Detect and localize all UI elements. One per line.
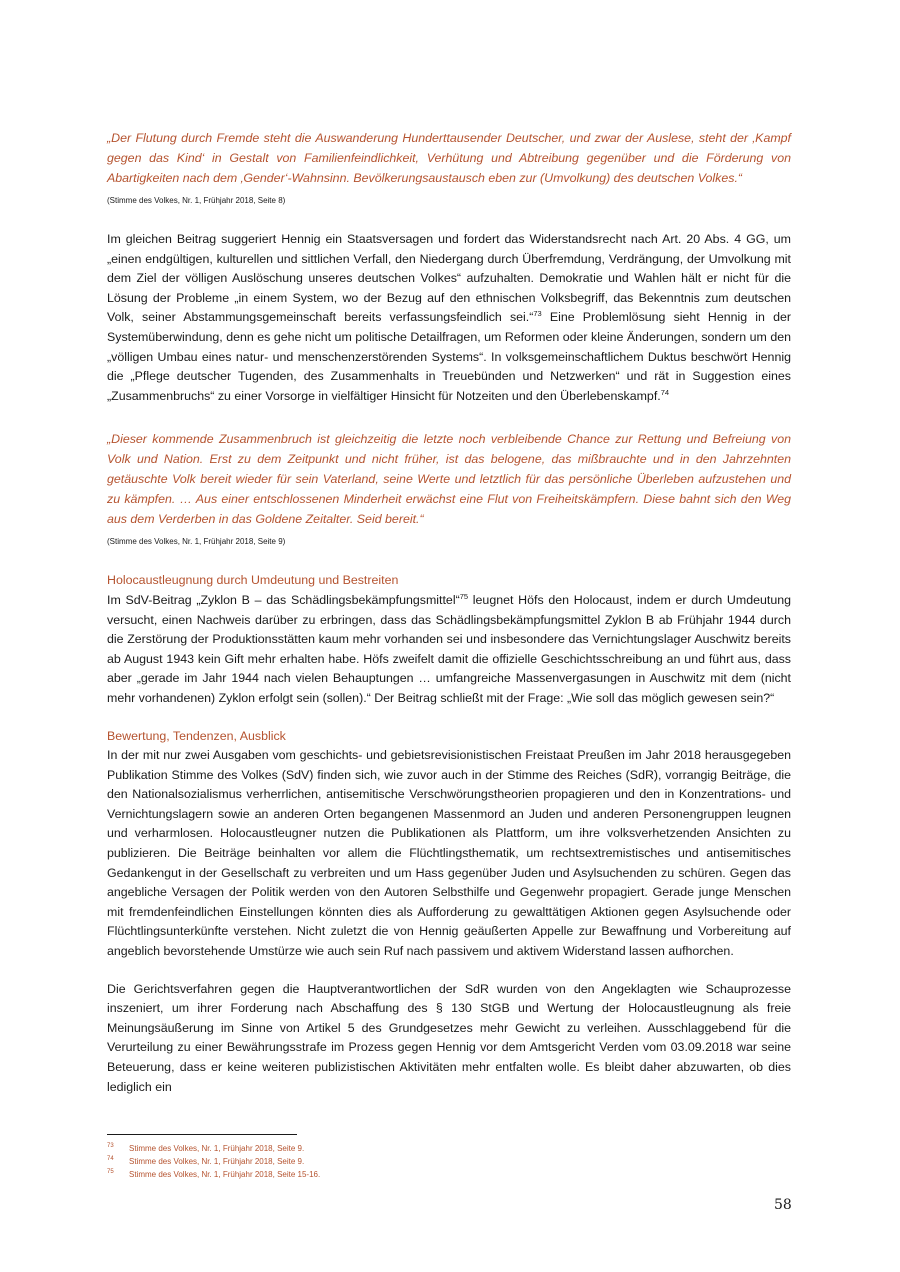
block-quote: „Dieser kommende Zusammenbruch ist gleichzeitig die letzte noch verbleibende Chance zur Rettung und Befreiung von Volk und Nation. Erst zu dem Zeitpunkt und nicht früher, ist das belogene, das mißbrauchte und in den Jahrzehnten getäuschte Volk bereit wieder für sein Vaterland, seine Werte und letztlich für das persönliche Überleben aufzustehen und zu kämpfen. … Aus einer entschlossenen Minderheit erwächst eine Flut von Freiheitskämpfern. Diese bahnt sich den Weg aus dem Verderben in das Goldene Zeitalter. Seid bereit.“ bbox=[107, 432, 791, 527]
page-number: 58 bbox=[774, 1197, 792, 1213]
footnote-number: 75 bbox=[107, 1169, 114, 1175]
footnote bbox=[107, 1142, 791, 1155]
footnote-text: Stimme des Volkes, Nr. 1, Frühjahr 2018, Seite 9. bbox=[129, 1144, 305, 1153]
body-paragraph: Die Gerichtsverfahren gegen die Hauptverantwortlichen der SdR wurden von den Angeklagten wie Schauprozesse inszeniert, um ihrer Forderung nach Abschaffung des § 130 StGB und Wertung der Holocaustleugnung als freie Meinungsäußerung im Sinne von Artikel 5 des Grundgesetzes mehr Gewicht zu verleihen. Ausschlaggebend für die Verurteilung zu einer Bewährungsstrafe im Prozess gegen Hennig vor dem Amtsgericht Verden vom 03.09.2018 war seine Beteuerung, dass er keine weiteren publizistischen Aktivitäten mehr entfalten wolle. Es bleibt daher abzuwarten, ob dies lediglich ein bbox=[107, 981, 791, 1094]
section-heading: Bewertung, Tendenzen, Ausblick bbox=[107, 728, 286, 743]
section-heading: Holocaustleugnung durch Umdeutung und Bestreiten bbox=[107, 573, 399, 588]
footnote-number: 73 bbox=[107, 1143, 114, 1149]
footnote-divider bbox=[107, 1134, 297, 1135]
body-paragraph bbox=[107, 230, 791, 406]
footnote-ref[interactable]: 73 bbox=[533, 309, 542, 319]
footnote bbox=[107, 1168, 791, 1181]
page-content bbox=[107, 128, 791, 1097]
footnote-text: Stimme des Volkes, Nr. 1, Frühjahr 2018, Seite 15-16. bbox=[129, 1170, 321, 1179]
body-paragraph bbox=[107, 591, 791, 709]
quote-source: (Stimme des Volkes, Nr. 1, Frühjahr 2018, Seite 8) bbox=[107, 196, 286, 205]
footnote-ref[interactable]: 74 bbox=[660, 387, 670, 397]
paragraph-text: leugnet Höfs den Holocaust, indem er durch Umdeutung versucht, einen Nachweis darüber zu erbringen, dass das Schädlingsbekämpfungsmittel Zyklon B ab Frühjahr 1944 durch die Zerstörung der Produktionsstätten kaum mehr vorhanden sei und insbesondere das Vernichtungslager Auschwitz bereits ab August 1943 kein Gift mehr erhalten habe. Höfs zweifelt damit die offizielle Geschichtsschreibung an und führt aus, dass aber „gerade im Jahr 1944 nach vielen Behauptungen … umfangreiche Massenvergasungen in Auschwitz mit dem (nicht mehr vorhandenen) Zyklon erfolgt sein (sollen).“ Der Beitrag schließt mit der Frage: „Wie soll das möglich gewesen sein?“ bbox=[107, 592, 791, 705]
footnote bbox=[107, 1155, 791, 1168]
footnote-number: 74 bbox=[107, 1156, 114, 1162]
paragraph-text: Eine Problemlösung sieht Hennig in der Systemüberwindung, denn es gehe nicht um politische Detailfragen, um Reformen oder kleine Änderungen, sondern um den „völligen Umbau eines natur- und menschenzerstörenden Systems“. In volksgemeinschaftlichem Duktus beschwört Hennig die „Pflege deutscher Tugenden, des Zusammenhalts in Treuebünden und Netzwerken“ und rät in Suggestion eines „Zusammenbruchs“ zu einer Vorsorge in vielfältiger Hinsicht für Notzeiten und den Überlebenskampf. bbox=[107, 310, 791, 403]
paragraph-text: Im gleichen Beitrag suggeriert Hennig ein Staatsversagen und fordert das Widerstandsrecht nach Art. 20 Abs. 4 GG, um „einen endgültigen, kulturellen und sittlichen Verfall, den Niedergang durch Überfremdung, Verdrängung, der Umvolkung mit dem Ziel der völligen Auslöschung unseres deutschen Volkes“ aufzuhalten. Demokratie und Wahlen hält er nicht für die Lösung der Probleme „in einem System, wo der Bezug auf den ethnischen Volksbegriff, das Bekenntnis zum deutschen Volk, seiner Abstammungsgemeinschaft bereits verfassungsfeindlich sei.“ bbox=[107, 232, 791, 325]
block-quote: „Der Flutung durch Fremde steht die Auswanderung Hunderttausender Deutscher, und zwar der Auslese, steht der ‚Kampf gegen das Kind‘ in Gestalt von Familienfeindlichkeit, Verhütung und Abtreibung gegenüber und die Förderung von Abartigkeiten nach dem ‚Gender‘-Wahnsinn. Bevölkerungsaustausch eben zur (Umvolkung) des deutschen Volkes.“ bbox=[107, 131, 791, 185]
quote-source: (Stimme des Volkes, Nr. 1, Frühjahr 2018, Seite 9) bbox=[107, 537, 286, 547]
footnote-text: Stimme des Volkes, Nr. 1, Frühjahr 2018, Seite 9. bbox=[129, 1157, 305, 1166]
body-paragraph: In der mit nur zwei Ausgaben vom geschichts- und gebietsrevisionistischen Freistaat Preußen im Jahr 2018 herausgegeben Publikation Stimme des Volkes (SdV) finden sich, wie zuvor auch in der Stimme des Reiches (SdR), vorrangig Beiträge, die den Nationalsozialismus verherrlichen, antisemitische Verschwörungstheorien propagieren und den in Konzentrations- und Vernichtungslagern sowie an anderen Orten begangenen Massenmord an Juden und anderen Personengruppen leugnen und verharmlosen. Holocaustleugner nutzen die Publikationen als Plattform, um ihre volksverhetzenden Ansichten zu publizieren. Die Beiträge beinhalten vor allem die Flüchtlingsthematik, um rechtsextremistisches und antisemitisches Gedankengut in der Gesellschaft zu verbreiten und um Hass gegenüber Juden und Asylsuchenden zu schüren. Gegen das angebliche Versagen der Politik werden von den Autoren Selbsthilfe und Gegenwehr propagiert. Gerade junge Menschen mit fremdenfeindlichen Einstellungen könnten dies als Aufforderung zu gewalttätigen Aktionen gegen Asylsuchende oder Flüchtlingsunterkünfte verstehen. Nicht zuletzt die von Hennig geäußerten Appelle zur Bewaffnung und Vorbereitung auf angeblich bevorstehende Umstürze wie auch sein Ruf nach passivem und aktivem Widerstand lassen aufhorchen. bbox=[107, 748, 791, 959]
footnote-ref[interactable]: 75 bbox=[459, 591, 469, 601]
paragraph-text: Im SdV-Beitrag „Zyklon B – das Schädlingsbekämpfungsmittel“ bbox=[107, 592, 460, 607]
footnotes bbox=[107, 1134, 791, 1181]
